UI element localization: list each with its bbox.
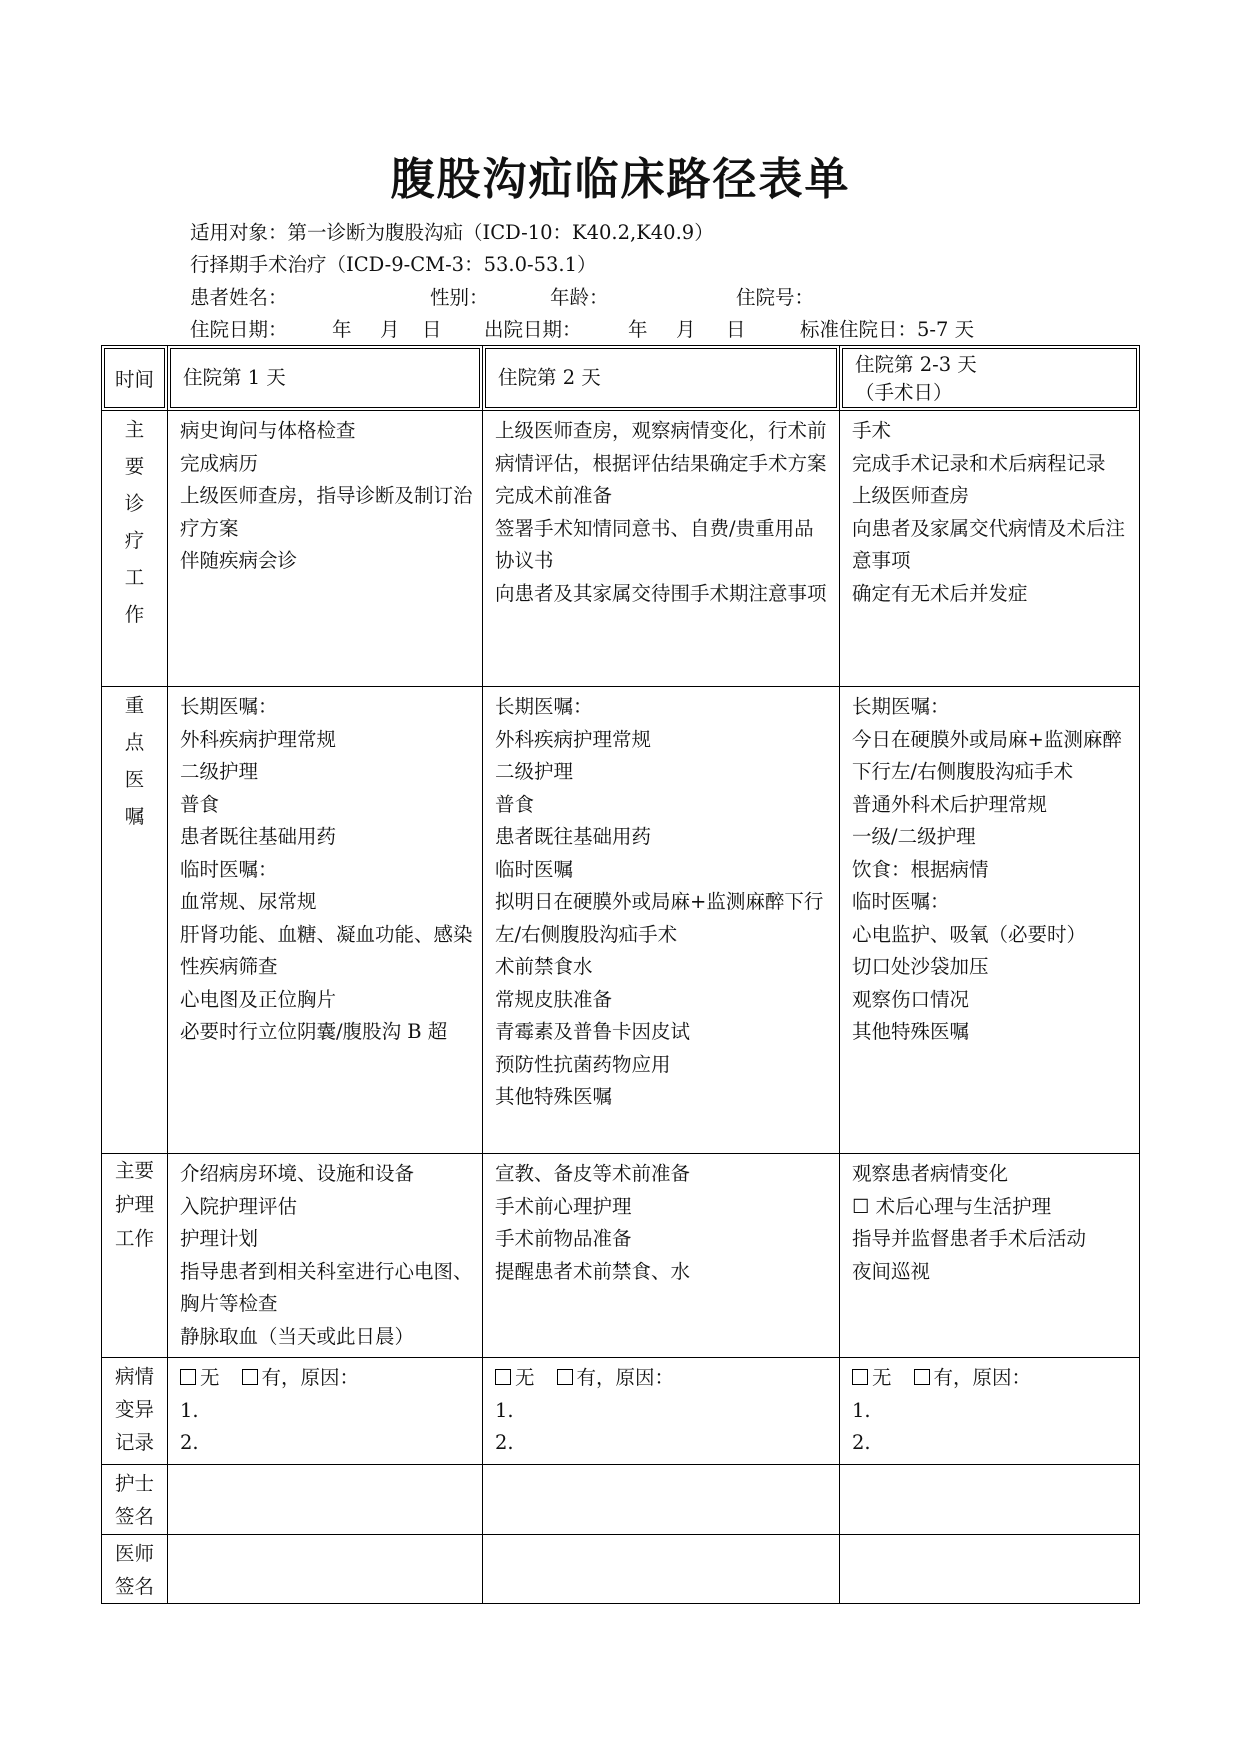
orders-day3 xyxy=(840,687,1139,1053)
cell-line: 手术前心理护理 xyxy=(495,1194,632,1218)
cell-line: 静脉取血（当天或此日晨） xyxy=(180,1324,415,1348)
time-label: 时间 xyxy=(114,368,154,391)
cell-line: 签署手术知情同意书、自费/贵重用品协议书 xyxy=(495,516,814,572)
cell-line: 一级/二级护理 xyxy=(852,825,976,848)
admit-day: 日 xyxy=(422,318,442,341)
day2-header: 住院第 2 天 xyxy=(498,366,601,389)
discharge-month: 月 xyxy=(676,318,696,341)
cell-line: 护理计划 xyxy=(180,1227,259,1250)
cell-line: 长期医嘱： xyxy=(180,695,278,718)
cell-line: 长期医嘱： xyxy=(852,695,950,718)
variance-day1 xyxy=(168,1358,482,1464)
yes-reason-label: 有，原因： xyxy=(576,1366,675,1389)
procedure-line: 行择期手术治疗（ICD-9-CM-3：53.0-53.1） xyxy=(190,253,597,276)
inpatient-no-label: 住院号： xyxy=(736,286,815,309)
cell-line: 向患者及家属交代病情及术后注意事项 xyxy=(852,516,1126,572)
nurse-sign-row xyxy=(102,1464,1140,1534)
cell-line: 患者既往基础用药 xyxy=(495,825,652,848)
cell-line: ☐ 术后心理与生活护理 xyxy=(852,1194,1052,1218)
diagnosis-row xyxy=(102,411,1140,687)
cell-line: 预防性抗菌药物应用 xyxy=(495,1052,671,1076)
cell-line: 介绍病房环境、设施和设备 xyxy=(180,1162,415,1185)
discharge-day: 日 xyxy=(726,318,746,341)
age-label: 年龄： xyxy=(550,286,609,309)
cell-line: 上级医师查房 xyxy=(852,484,970,507)
day3-header-sub: （手术日） xyxy=(855,381,953,404)
cell-line: 完成手术记录和术后病程记录 xyxy=(852,451,1106,475)
variance-row-label: 病情变异记录 xyxy=(114,1365,154,1454)
cell-line: 手术 xyxy=(852,419,892,442)
doctor-sign-day2[interactable] xyxy=(483,1534,840,1603)
cell-line: 今日在硬膜外或局麻+监测麻醉下行左/右侧腹股沟疝手术 xyxy=(852,727,1122,783)
cell-line: 确定有无术后并发症 xyxy=(852,581,1028,605)
scope-line: 适用对象：第一诊断为腹股沟疝（ICD-10：K40.2,K40.9） xyxy=(190,221,714,244)
yes-reason-label: 有，原因： xyxy=(261,1366,360,1389)
doctor-sign-row xyxy=(102,1534,1140,1603)
none-label: 无 xyxy=(872,1366,892,1389)
orders-row xyxy=(102,687,1140,1154)
admit-year: 年 xyxy=(332,318,352,341)
cell-line: 二级护理 xyxy=(180,760,259,783)
none-checkbox[interactable] xyxy=(180,1369,196,1385)
nursing-day2 xyxy=(483,1154,839,1292)
cell-line: 病史询问与体格检查 xyxy=(180,419,356,442)
variance-item-2: 2. xyxy=(495,1431,514,1454)
cell-line: 切口处沙袋加压 xyxy=(852,955,989,978)
nurse-sign-label: 护士签名 xyxy=(114,1471,154,1528)
nursing-row-label: 主要护理工作 xyxy=(114,1159,154,1250)
doctor-sign-label: 医师签名 xyxy=(114,1541,154,1598)
diagnosis-day3 xyxy=(840,411,1139,614)
cell-line: 完成术前准备 xyxy=(495,484,613,507)
standard-stay: 标准住院日：5-7 天 xyxy=(800,318,975,341)
diagnosis-day2 xyxy=(483,411,839,614)
variance-day3 xyxy=(840,1358,1139,1464)
admit-month: 月 xyxy=(380,318,400,341)
cell-line: 肝肾功能、血糖、凝血功能、感染性疾病筛查 xyxy=(180,922,473,978)
nurse-sign-day3[interactable] xyxy=(840,1464,1140,1534)
doctor-sign-day3[interactable] xyxy=(840,1534,1140,1603)
page-title: 腹股沟疝临床路径表单 xyxy=(390,154,851,205)
nursing-day1 xyxy=(168,1154,482,1357)
cell-line: 心电图及正位胸片 xyxy=(180,987,337,1011)
cell-line: 常规皮肤准备 xyxy=(495,987,613,1011)
cell-line: 伴随疾病会诊 xyxy=(180,549,298,572)
cell-line: 提醒患者术前禁食、水 xyxy=(495,1259,691,1283)
day3-header xyxy=(843,349,1136,407)
cell-line: 青霉素及普鲁卡因皮试 xyxy=(495,1020,691,1043)
cell-line: 患者既往基础用药 xyxy=(180,825,337,848)
cell-line: 普通外科术后护理常规 xyxy=(852,792,1048,816)
none-label: 无 xyxy=(515,1366,535,1389)
cell-line: 夜间巡视 xyxy=(852,1259,931,1283)
cell-line: 手术前物品准备 xyxy=(495,1227,632,1250)
cell-line: 术前禁食水 xyxy=(495,955,593,978)
cell-line: 二级护理 xyxy=(495,760,574,783)
orders-day1 xyxy=(168,687,482,1053)
cell-line: 拟明日在硬膜外或局麻+监测麻醉下行左/右侧腹股沟疝手术 xyxy=(495,890,824,946)
cell-line: 其他特殊医嘱 xyxy=(852,1020,970,1043)
cell-line: 血常规、尿常规 xyxy=(180,890,317,913)
none-checkbox[interactable] xyxy=(852,1369,868,1385)
cell-line: 观察伤口情况 xyxy=(852,987,970,1011)
nurse-sign-day2[interactable] xyxy=(483,1464,840,1534)
cell-line: 上级医师查房，观察病情变化，行术前病情评估，根据评估结果确定手术方案 xyxy=(495,419,827,475)
cell-line: 其他特殊医嘱 xyxy=(495,1085,613,1108)
discharge-date-label: 出院日期： xyxy=(484,318,582,341)
cell-line: 宣教、备皮等术前准备 xyxy=(495,1162,691,1185)
cell-line: 临时医嘱 xyxy=(495,857,574,881)
cell-line: 向患者及其家属交待围手术期注意事项 xyxy=(495,581,827,605)
variance-day2 xyxy=(483,1358,839,1464)
variance-item-2: 2. xyxy=(852,1431,871,1454)
cell-line: 指导患者到相关科室进行心电图、胸片等检查 xyxy=(180,1259,473,1315)
cell-line: 外科疾病护理常规 xyxy=(495,727,652,751)
sex-label: 性别： xyxy=(430,286,489,309)
cell-line: 完成病历 xyxy=(180,451,259,475)
cell-line: 观察患者病情变化 xyxy=(852,1162,1009,1185)
none-checkbox[interactable] xyxy=(495,1369,511,1385)
cell-line: 临时医嘱： xyxy=(852,890,950,913)
variance-item-1: 1. xyxy=(180,1398,199,1422)
yes-checkbox[interactable] xyxy=(557,1369,573,1385)
clinical-pathway-table xyxy=(101,345,1140,1604)
cell-line: 上级医师查房，指导诊断及制订治疗方案 xyxy=(180,484,473,540)
orders-row-label: 重点医嘱 xyxy=(124,694,145,828)
cell-line: 必要时行立位阴囊/腹股沟 B 超 xyxy=(180,1020,448,1043)
day3-header-label: 住院第 2-3 天 xyxy=(855,353,977,376)
nurse-sign-day1[interactable] xyxy=(168,1464,483,1534)
diagnosis-day1 xyxy=(168,411,482,582)
variance-row xyxy=(102,1358,1140,1465)
cell-line: 饮食：根据病情 xyxy=(852,857,989,881)
cell-line: 指导并监督患者手术后活动 xyxy=(852,1227,1087,1250)
discharge-year: 年 xyxy=(628,318,648,341)
cell-line: 普食 xyxy=(495,792,535,816)
cell-line: 外科疾病护理常规 xyxy=(180,727,337,751)
nursing-day3 xyxy=(840,1154,1139,1292)
admit-date-label: 住院日期： xyxy=(190,318,288,341)
variance-item-1: 1. xyxy=(852,1398,871,1422)
variance-item-2: 2. xyxy=(180,1431,199,1454)
day1-header: 住院第 1 天 xyxy=(183,366,286,389)
yes-checkbox[interactable] xyxy=(914,1369,930,1385)
yes-reason-label: 有，原因： xyxy=(933,1366,1032,1389)
cell-line: 临时医嘱： xyxy=(180,857,278,881)
cell-line: 心电监护、吸氧（必要时） xyxy=(852,922,1087,946)
table-header-row xyxy=(102,346,1140,411)
none-label: 无 xyxy=(200,1366,220,1389)
cell-line: 入院护理评估 xyxy=(180,1194,298,1218)
doctor-sign-day1[interactable] xyxy=(168,1534,483,1603)
orders-day2 xyxy=(483,687,839,1118)
nursing-row xyxy=(102,1154,1140,1358)
cell-line: 长期医嘱： xyxy=(495,695,593,718)
diagnosis-row-label: 主要诊疗工作 xyxy=(124,418,145,626)
cell-line: 普食 xyxy=(180,792,220,816)
patient-name-label: 患者姓名： xyxy=(190,286,288,309)
yes-checkbox[interactable] xyxy=(242,1369,258,1385)
variance-item-1: 1. xyxy=(495,1398,514,1422)
